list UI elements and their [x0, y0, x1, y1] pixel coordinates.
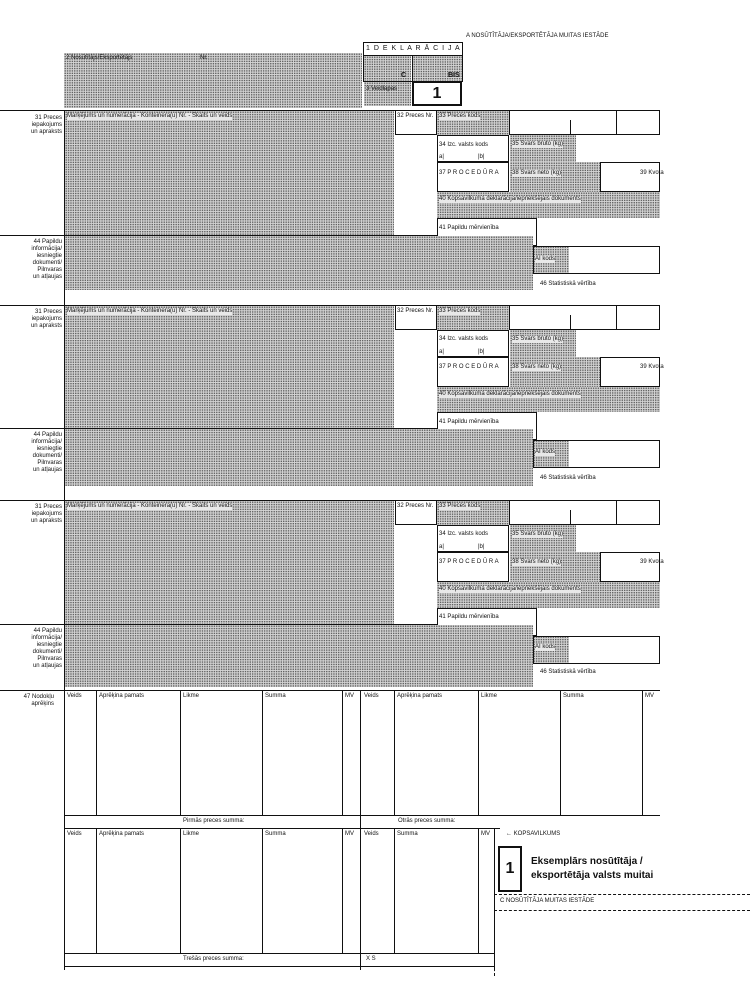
tax-col-mv-2: MV [645, 693, 654, 699]
item-3-svars-neto: 38 Svars neto (kg) [512, 559, 562, 565]
item-2-description-field [65, 306, 394, 428]
item-1-a: a| [439, 154, 444, 160]
xs-label: X S [366, 956, 376, 962]
item-2-ai-kods: AI kods [535, 449, 556, 455]
lower-col-mv: MV [345, 831, 354, 837]
item-2-izc-valsts: 34 Izc. valsts kods [439, 336, 489, 342]
item-2-marking-label: Marķējums un numerācija - Konteinera(u) Nr. - Skaits un veids [67, 308, 233, 314]
tax-col-summa-2: Summa [563, 693, 584, 699]
item-2-svars-bruto: 35 Svars bruto (kg) [512, 336, 564, 342]
copy-text-line-1: Eksemplārs nosūtītāja / [531, 856, 643, 867]
item-1-ai-kods: AI kods [535, 256, 556, 262]
item-2-papildu-mervieniba: 41 Papildu mērvienība [439, 419, 499, 425]
footer-copy-number: 1 [505, 860, 515, 877]
item-3-svars-bruto: 35 Svars bruto (kg) [512, 531, 564, 537]
item-3-izc-valsts: 34 Izc. valsts kods [439, 531, 489, 537]
item-3-a: a| [439, 544, 444, 550]
item-1-bruto-field [510, 135, 576, 162]
item-1-preces-kods: 33 Preces kods [439, 113, 481, 119]
item-1-svars-bruto: 35 Svars bruto (kg) [512, 141, 564, 147]
top-note: A NOSŪTĪTĀJA/EKSPORTĒTĀJA MUITAS IESTĀDE [466, 33, 609, 39]
item-2-statistiska: 46 Statistiskā vērtība [540, 475, 596, 481]
item-3-preces-kods: 33 Preces kods [439, 503, 481, 509]
item-1-statistiska: 46 Statistiskā vērtība [540, 281, 596, 287]
item-3-preces-nr: 32 Preces Nr. [397, 503, 434, 509]
item-2-a: a| [439, 349, 444, 355]
veidlapa-label: 3 Veidlapas [366, 86, 398, 92]
sender-label: 2 Nosūtītājs/Eksportētājs [66, 55, 133, 61]
papildu-side-label-2: 44 Papildu informācija/ iesniegtie dokumenti/ Pilnvaras un atļaujas [31, 432, 62, 473]
preces-side-label-1: 31 Preces iepakojums un apraksts [30, 115, 62, 135]
item-1-neto-field [510, 162, 600, 192]
tax-col-veids: Veids [67, 693, 82, 699]
copy-number: 1 [432, 85, 442, 102]
second-item-total: Otrās preces summa: [398, 818, 456, 824]
lower-col-likme: Likme [183, 831, 200, 837]
footer-copy-number-box [498, 846, 522, 892]
tax-col-pamats: Aprēķina pamats [99, 693, 145, 699]
c-office-label: C NOSŪTĪTĀJA MUITAS IESTĀDE [500, 898, 595, 904]
c-label: C [401, 72, 407, 79]
item-3-procedura: 37 P R O C E D Ū R A [439, 559, 499, 565]
item-1-b: |b| [478, 154, 485, 160]
item-2-preces-kods: 33 Preces kods [439, 308, 481, 314]
lower-col-veids: Veids [67, 831, 82, 837]
nr-label: Nr. [200, 55, 208, 61]
first-item-total: Pirmās preces summa: [183, 818, 245, 824]
tax-col-mv: MV [345, 693, 354, 699]
item-2-kvota: 39 Kvota [640, 364, 664, 370]
tax-col-likme-2: Likme [481, 693, 498, 699]
tax-col-pamats-2: Aprēķina pamats [397, 693, 443, 699]
kopsavilkums-label: ← KOPSAVILKUMS [506, 831, 561, 837]
item-3-ai-kods: AI kods [535, 644, 556, 650]
item-1-preces-nr: 32 Preces Nr. [397, 113, 434, 119]
item-3-description-field [65, 501, 394, 624]
taxes-side-label: 47 Nodokļu aprēķins [23, 694, 54, 707]
item-1-procedura: 37 P R O C E D Ū R A [439, 170, 499, 176]
tax-col-veids-2: Veids [364, 693, 379, 699]
item-3-kvota: 39 Kvota [640, 559, 664, 565]
preces-side-label-2: 31 Preces iepakojums un apraksts [30, 309, 62, 329]
item-1-kopsavilkuma: 40 Kopsavilkuma deklarācija/iepriekšējais dokuments [439, 196, 581, 202]
item-3-b: |b| [478, 544, 485, 550]
third-item-total: Trešās preces summa: [183, 956, 244, 962]
papildu-side-label-1: 44 Papildu informācija/ iesniegtie dokumenti/ Pilnvaras un atļaujas [31, 239, 62, 280]
copy-text-line-2: eksportētāja valsts muitai [531, 870, 654, 881]
item-1-additional-info-field [65, 236, 533, 290]
item-2-procedura: 37 P R O C E D Ū R A [439, 364, 499, 370]
item-1-marking-label: Marķējums un numerācija - Konteinera(u) Nr. - Skaits un veids [67, 113, 233, 119]
item-3-papildu-mervieniba: 41 Papildu mērvienība [439, 614, 499, 620]
lower-col-veids-2: Veids [364, 831, 379, 837]
tax-col-summa: Summa [265, 693, 286, 699]
declaration-label: 1 D E K L A R Ā C I J A [366, 45, 461, 52]
item-1-izc-valsts: 34 Izc. valsts kods [439, 142, 489, 148]
papildu-side-label-3: 44 Papildu informācija/ iesniegtie dokumenti/ Pilnvaras un atļaujas [31, 628, 62, 669]
item-3-marking-label: Marķējums un numerācija - Konteinera(u) Nr. - Skaits un veids [67, 503, 233, 509]
item-1-svars-neto: 38 Svars neto (kg) [512, 170, 562, 176]
item-2-b: |b| [478, 349, 485, 355]
item-2-kopsavilkuma: 40 Kopsavilkuma deklarācija/iepriekšējais dokuments [439, 391, 581, 397]
item-1-description-field [65, 111, 394, 235]
item-3-kopsavilkuma: 40 Kopsavilkuma deklarācija/iepriekšējais dokuments [439, 586, 581, 592]
item-1-kvota: 39 Kvota [640, 170, 664, 176]
lower-col-pamats: Aprēķina pamats [99, 831, 145, 837]
tax-col-likme: Likme [183, 693, 200, 699]
item-3-statistiska: 46 Statistiskā vērtība [540, 669, 596, 675]
lower-col-mv-2: MV [481, 831, 490, 837]
preces-side-label-3: 31 Preces iepakojums un apraksts [30, 504, 62, 524]
item-2-preces-nr: 32 Preces Nr. [397, 308, 434, 314]
lower-col-summa: Summa [265, 831, 286, 837]
copy-number-box [412, 81, 462, 106]
bis-label: BIS [448, 72, 460, 79]
item-2-svars-neto: 38 Svars neto (kg) [512, 364, 562, 370]
lower-col-summa-2: Summa [397, 831, 418, 837]
item-1-papildu-mervieniba: 41 Papildu mērvienība [439, 225, 499, 231]
